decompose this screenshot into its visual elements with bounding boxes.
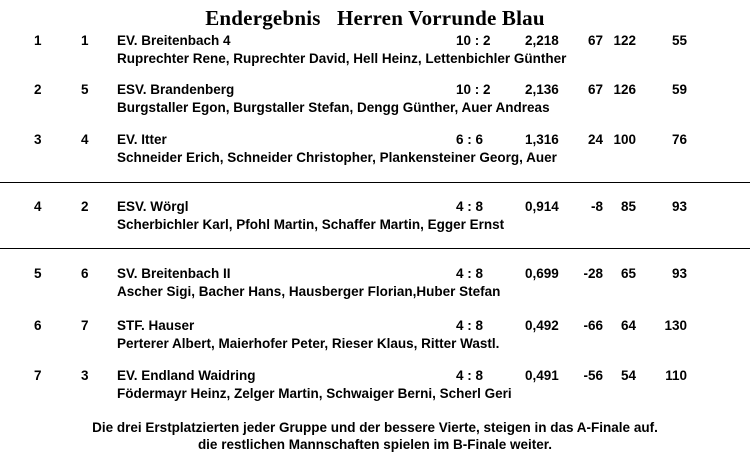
result-row	[0, 33, 750, 73]
points-for: 64	[620, 318, 636, 333]
match-score: 10 : 2	[456, 33, 491, 48]
group-number: 6	[81, 266, 89, 281]
result-row	[0, 318, 750, 358]
team-name: SV. Breitenbach II	[117, 266, 231, 281]
points-against: 59	[671, 82, 687, 97]
match-score: 4 : 8	[456, 318, 484, 333]
match-score: 4 : 8	[456, 199, 484, 214]
players-list: Burgstaller Egon, Burgstaller Stefan, Dengg Günther, Auer Andreas	[117, 100, 550, 115]
points-against: 93	[671, 199, 687, 214]
team-name: ESV. Brandenberg	[117, 82, 235, 97]
rank: 4	[34, 199, 42, 214]
points-against: 93	[671, 266, 687, 281]
points-for: 65	[620, 266, 636, 281]
ratio: 0,491	[525, 368, 559, 383]
team-name: EV. Endland Waidring	[117, 368, 256, 383]
group-number: 7	[81, 318, 89, 333]
result-row	[0, 266, 750, 306]
ratio: 2,136	[525, 82, 559, 97]
page-title: Endergebnis Herren Vorrunde Blau	[205, 6, 545, 30]
points-against: 130	[664, 318, 687, 333]
team-name: STF. Hauser	[117, 318, 195, 333]
ratio: 0,914	[525, 199, 559, 214]
rank: 2	[34, 82, 42, 97]
difference: -28	[583, 266, 603, 281]
rank: 1	[34, 33, 42, 48]
points-for: 85	[620, 199, 636, 214]
players-list: Perterer Albert, Maierhofer Peter, Rieser Klaus, Ritter Wastl.	[117, 336, 500, 351]
difference: -8	[590, 199, 603, 214]
rank: 5	[34, 266, 42, 281]
result-row	[0, 199, 750, 239]
group-number: 1	[81, 33, 89, 48]
players-list: Födermayr Heinz, Zelger Martin, Schwaiger Berni, Scherl Geri	[117, 386, 512, 401]
points-for: 54	[620, 368, 636, 383]
ratio: 2,218	[525, 33, 559, 48]
rank: 3	[34, 132, 42, 147]
players-list: Scherbichler Karl, Pfohl Martin, Schaffer Martin, Egger Ernst	[117, 217, 505, 232]
group-number: 3	[81, 368, 89, 383]
result-row	[0, 82, 750, 122]
difference: -66	[583, 318, 603, 333]
points-for: 122	[613, 33, 636, 48]
points-for: 100	[613, 132, 636, 147]
difference: 24	[587, 132, 603, 147]
rank: 7	[34, 368, 42, 383]
ratio: 0,492	[525, 318, 559, 333]
difference: 67	[587, 82, 603, 97]
group-number: 4	[81, 132, 89, 147]
team-name: EV. Itter	[117, 132, 167, 147]
footer-line-2: die restlichen Mannschaften spielen im B-Finale weiter.	[197, 437, 553, 452]
footer-line-1: Die drei Erstplatzierten jeder Gruppe und der bessere Vierte, steigen in das A-Finale auf.	[92, 420, 658, 435]
group-number: 5	[81, 82, 89, 97]
team-name: EV. Breitenbach 4	[117, 33, 231, 48]
difference: 67	[587, 33, 603, 48]
players-list: Ruprechter Rene, Ruprechter David, Hell Heinz, Lettenbichler Günther	[117, 51, 567, 66]
result-row	[0, 132, 750, 172]
ratio: 0,699	[525, 266, 559, 281]
points-against: 110	[665, 368, 687, 383]
match-score: 4 : 8	[456, 266, 484, 281]
footer-note	[0, 419, 750, 453]
match-score: 4 : 8	[456, 368, 484, 383]
players-list: Ascher Sigi, Bacher Hans, Hausberger Florian,Huber Stefan	[117, 284, 501, 299]
match-score: 6 : 6	[456, 132, 484, 147]
points-for: 126	[613, 82, 636, 97]
divider-line	[0, 182, 750, 183]
points-against: 55	[671, 33, 687, 48]
divider-line	[0, 248, 750, 249]
match-score: 10 : 2	[456, 82, 491, 97]
team-name: ESV. Wörgl	[117, 199, 189, 214]
group-number: 2	[81, 199, 89, 214]
result-row	[0, 368, 750, 408]
ratio: 1,316	[525, 132, 559, 147]
difference: -56	[583, 368, 603, 383]
rank: 6	[34, 318, 42, 333]
players-list: Schneider Erich, Schneider Christopher, Plankensteiner Georg, Auer	[117, 150, 557, 165]
points-against: 76	[671, 132, 687, 147]
